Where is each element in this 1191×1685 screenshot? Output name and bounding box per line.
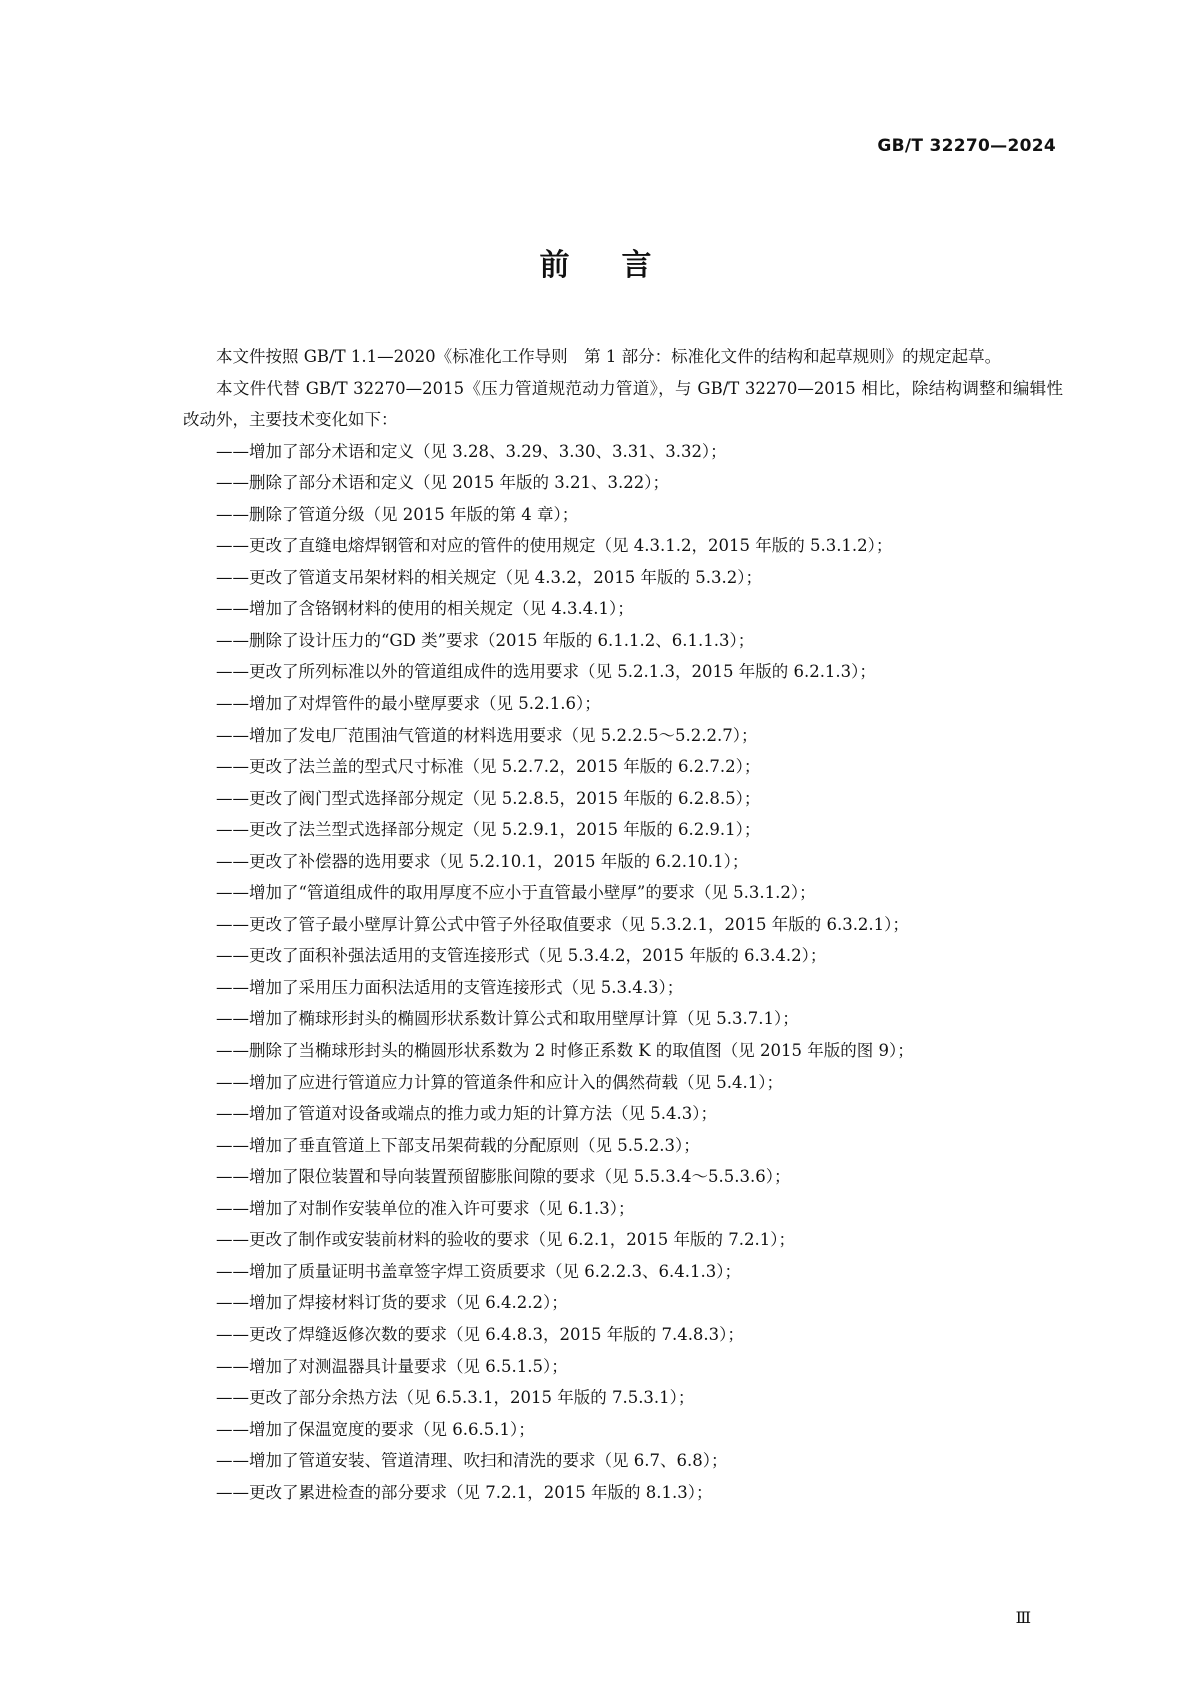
list-item: ——更改了阀门型式选择部分规定（见 5.2.8.5，2015 年版的 6.2.8.5）； xyxy=(216,788,761,808)
list-item: ——更改了累进检查的部分要求（见 7.2.1，2015 年版的 8.1.3）； xyxy=(216,1482,713,1502)
list-item: ——更改了直缝电熔焊钢管和对应的管件的使用规定（见 4.3.1.2，2015 年版的 5.3.1.2）； xyxy=(216,536,893,556)
list-item: ——增加了限位装置和导向装置预留膨胀间隙的要求（见 5.5.3.4～5.5.3.6）； xyxy=(216,1167,791,1187)
list-item: ——增加了对测温器具计量要求（见 6.5.1.5）； xyxy=(216,1356,568,1376)
list-item: ——增加了部分术语和定义（见 3.28、3.29、3.30、3.31、3.32）； xyxy=(216,441,727,461)
intro-paragraph-drafting-rules: 本文件按照 GB/T 1.1—2020《标准化工作导则 第 1 部分：标准化文件的结构和起草规则》的规定起草。 xyxy=(216,347,1002,366)
list-item: ——删除了当椭球形封头的椭圆形状系数为 2 时修正系数 K 的取值图（见 2015 年版的图 9）； xyxy=(216,1041,914,1061)
foreword-body xyxy=(183,341,1063,1508)
list-item: ——增加了焊接材料订货的要求（见 6.4.2.2）； xyxy=(216,1293,568,1313)
list-item: ——增加了对焊管件的最小壁厚要求（见 5.2.1.6）； xyxy=(216,694,601,714)
list-item: ——更改了制作或安装前材料的验收的要求（见 6.2.1，2015 年版的 7.2.1）； xyxy=(216,1230,795,1250)
technical-changes-list xyxy=(183,436,1063,1509)
list-item: ——增加了发电厂范围油气管道的材料选用要求（见 5.2.2.5～5.2.2.7）； xyxy=(216,725,758,745)
list-item: ——删除了部分术语和定义（见 2015 年版的 3.21、3.22）； xyxy=(216,473,669,493)
list-item: ——更改了管道支吊架材料的相关规定（见 4.3.2，2015 年版的 5.3.2）； xyxy=(216,567,762,587)
list-item: ——增加了椭球形封头的椭圆形状系数计算公式和取用壁厚计算（见 5.3.7.1）； xyxy=(216,1009,799,1029)
list-item: ——更改了所列标准以外的管道组成件的选用要求（见 5.2.1.3，2015 年版的 6.2.1.3）； xyxy=(216,662,876,682)
list-item: ——增加了管道对设备或端点的推力或力矩的计算方法（见 5.4.3）； xyxy=(216,1104,717,1124)
list-item: ——增加了保温宽度的要求（见 6.6.5.1）； xyxy=(216,1419,535,1439)
intro-paragraph-replacement: 本文件代替 GB/T 32270—2015《压力管道规范动力管道》，与 GB/T 32270—2015 相比，除结构调整和编辑性改动外，主要技术变化如下： xyxy=(183,378,1063,430)
list-item: ——增加了应进行管道应力计算的管道条件和应计入的偶然荷载（见 5.4.1）； xyxy=(216,1072,783,1092)
list-item: ——更改了法兰型式选择部分规定（见 5.2.9.1，2015 年版的 6.2.9.1）； xyxy=(216,820,761,840)
list-item: ——更改了焊缝返修次数的要求（见 6.4.8.3，2015 年版的 7.4.8.3）； xyxy=(216,1324,744,1344)
page-title: 前言 xyxy=(539,248,704,283)
list-item: ——删除了设计压力的“GD 类”要求（2015 年版的 6.1.1.2、6.1.1.3）； xyxy=(216,630,755,650)
list-item: ——增加了垂直管道上下部支吊架荷载的分配原则（见 5.5.2.3）； xyxy=(216,1135,700,1155)
list-item: ——增加了“管道组成件的取用厚度不应小于直管最小壁厚”的要求（见 5.3.1.2）； xyxy=(216,883,816,903)
list-item: ——增加了对制作安装单位的准入许可要求（见 6.1.3）； xyxy=(216,1198,635,1218)
list-item: ——更改了部分余热方法（见 6.5.3.1，2015 年版的 7.5.3.1）； xyxy=(216,1388,695,1408)
page-number: Ⅲ xyxy=(1015,1608,1031,1627)
list-item: ——更改了管子最小壁厚计算公式中管子外径取值要求（见 5.3.2.1，2015 年版的 6.3.2.1）； xyxy=(216,914,909,934)
list-item: ——更改了面积补强法适用的支管连接形式（见 5.3.4.2，2015 年版的 6.3.4.2）； xyxy=(216,946,827,966)
list-item: ——更改了法兰盖的型式尺寸标准（见 5.2.7.2，2015 年版的 6.2.7.2）； xyxy=(216,757,761,777)
list-item: ——删除了管道分级（见 2015 年版的第 4 章）； xyxy=(216,504,579,524)
list-item: ——增加了质量证明书盖章签字焊工资质要求（见 6.2.2.3、6.4.1.3）； xyxy=(216,1261,741,1281)
list-item: ——增加了含铬钢材料的使用的相关规定（见 4.3.4.1）； xyxy=(216,599,634,619)
list-item: ——增加了管道安装、管道清理、吹扫和清洗的要求（见 6.7、6.8）； xyxy=(216,1451,728,1471)
list-item: ——增加了采用压力面积法适用的支管连接形式（见 5.3.4.3）； xyxy=(216,977,684,997)
standard-number: GB/T 32270—2024 xyxy=(877,136,1056,156)
list-item: ——更改了补偿器的选用要求（见 5.2.10.1，2015 年版的 6.2.10.1）； xyxy=(216,851,749,871)
